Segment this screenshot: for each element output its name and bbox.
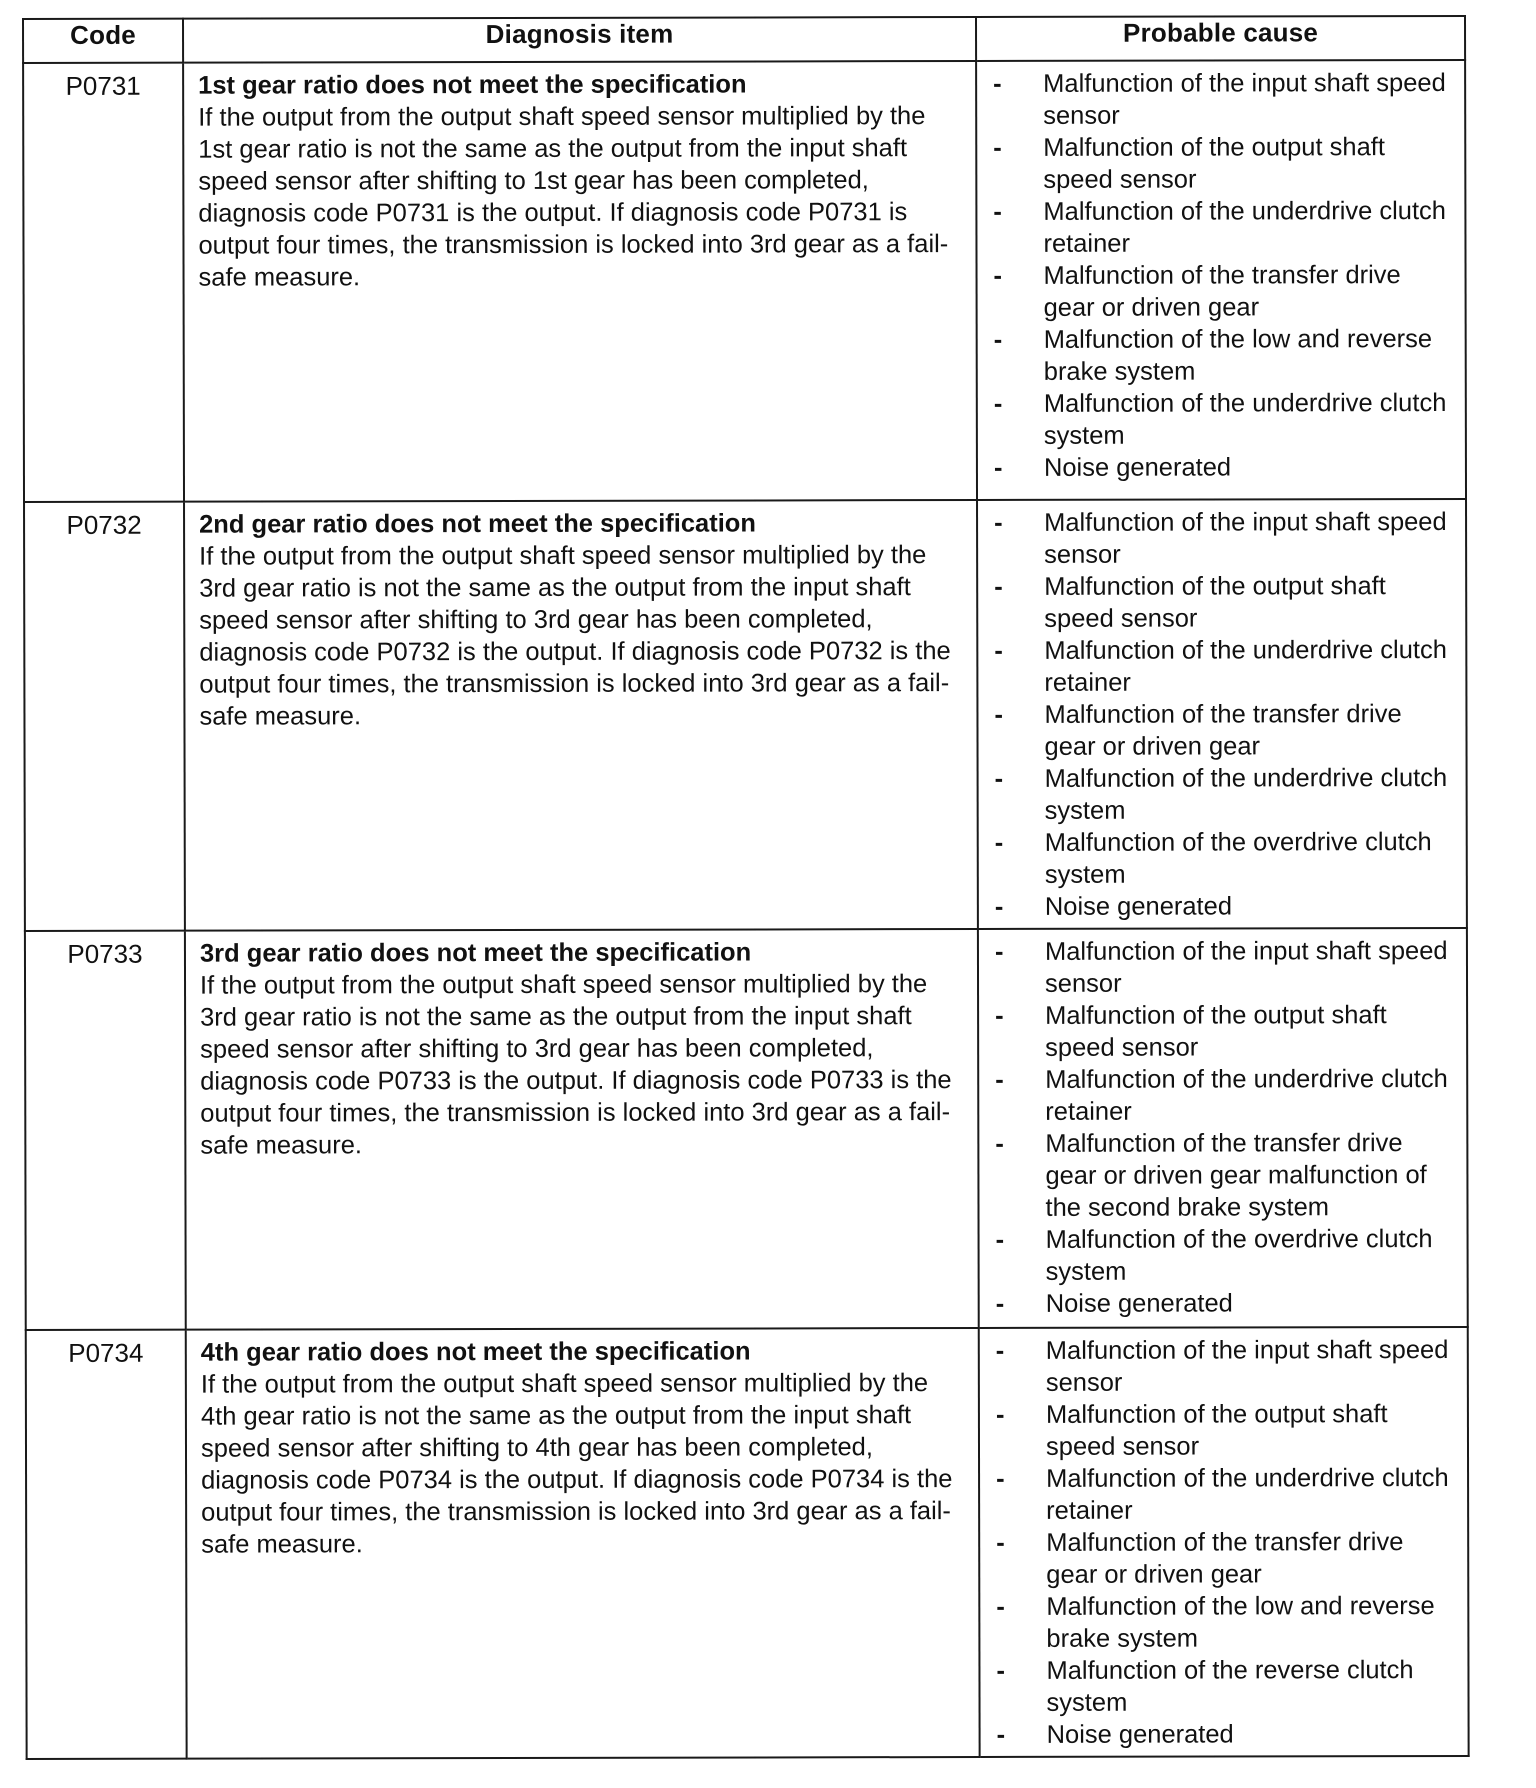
cause-list (985, 67, 1457, 484)
diagnosis-item-cell (186, 1328, 980, 1759)
list-item: - Malfunction of the input shaft speed sensor (986, 506, 1457, 571)
table-row (26, 1327, 1469, 1759)
diagnosis-title: 1st gear ratio does not meet the specification (198, 70, 747, 100)
diagnosis-description: If the output from the output shaft speed sensor multiplied by the 3rd gear ratio is not the same as the output from the input shaft speed sensor after shifting to 3rd gear has been completed, diagnosis code P0733 is the output. If diagnosis code P0733 is the output four times, the transmission is locked into 3rd gear as a fail-safe measure. (199, 970, 952, 1160)
list-item: - Malfunction of the underdrive clutch retainer (987, 1063, 1458, 1128)
list-item: - Malfunction of the underdrive clutch retainer (986, 634, 1457, 699)
list-item: - Malfunction of the overdrive clutch system (987, 826, 1458, 891)
cause-list (986, 506, 1458, 923)
list-item: - Malfunction of the input shaft speed sensor (988, 1334, 1459, 1399)
diagnosis-item-cell (185, 929, 979, 1330)
list-item: - Malfunction of the input shaft speed sensor (987, 935, 1458, 1000)
list-item: - Malfunction of the overdrive clutch system (988, 1223, 1459, 1288)
list-item: - Malfunction of the reverse clutch system (988, 1654, 1459, 1719)
diagnosis-title: 3rd gear ratio does not meet the specification (199, 938, 752, 968)
table-row (23, 60, 1466, 502)
list-item: - Noise generated (987, 890, 1458, 923)
list-item: - Malfunction of the output shaft speed sensor (985, 131, 1456, 196)
list-item: - Noise generated (986, 451, 1457, 484)
list-item: - Malfunction of the transfer drive gear or driven gear malfunction of the second brake system (987, 1127, 1458, 1224)
table-header-row (23, 16, 1465, 63)
header-code: Code (23, 19, 183, 63)
list-item: - Malfunction of the underdrive clutch retainer (988, 1462, 1459, 1527)
probable-cause-cell (976, 60, 1466, 500)
list-item: - Malfunction of the transfer drive gear or driven gear (986, 698, 1457, 763)
code-cell: P0733 (25, 931, 186, 1330)
diagnosis-item-cell (183, 61, 977, 502)
list-item: - Malfunction of the underdrive clutch system (987, 762, 1458, 827)
diagnosis-title: 2nd gear ratio does not meet the specification (199, 509, 756, 539)
list-item: - Malfunction of the underdrive clutch system (986, 387, 1457, 452)
list-item: - Malfunction of the underdrive clutch retainer (985, 195, 1456, 260)
list-item: - Malfunction of the input shaft speed sensor (985, 67, 1456, 132)
code-cell: P0732 (24, 502, 185, 931)
table-row (25, 928, 1468, 1330)
list-item: - Malfunction of the low and reverse brake system (986, 323, 1457, 388)
list-item: - Malfunction of the output shaft speed sensor (986, 570, 1457, 635)
table-row (24, 499, 1467, 931)
probable-cause-cell (979, 1327, 1469, 1757)
header-probable-cause: Probable cause (976, 16, 1465, 61)
code-cell: P0731 (23, 63, 184, 502)
list-item: - Malfunction of the transfer drive gear or driven gear (986, 259, 1457, 324)
diagnosis-description: If the output from the output shaft speed sensor multiplied by the 3rd gear ratio is not the same as the output from the input shaft speed sensor after shifting to 3rd gear has been completed, diagnosis code P0732 is the output. If diagnosis code P0732 is the output four times, the transmission is locked into 3rd gear as a fail-safe measure. (199, 541, 951, 731)
diagnosis-description: If the output from the output shaft speed sensor multiplied by the 4th gear ratio is not the same as the output from the input shaft speed sensor after shifting to 4th gear has been completed, diagnosis code P0734 is the output. If diagnosis code P0734 is the output four times, the transmission is locked into 3rd gear as a fail-safe measure. (200, 1369, 953, 1559)
cause-list (987, 935, 1459, 1320)
list-item: - Malfunction of the low and reverse brake system (988, 1590, 1459, 1655)
code-cell: P0734 (26, 1330, 187, 1759)
list-item: - Malfunction of the output shaft speed sensor (988, 1398, 1459, 1463)
diagnosis-description: If the output from the output shaft speed sensor multiplied by the 1st gear ratio is not the same as the output from the input shaft speed sensor after shifting to 1st gear has been completed, diagnosis code P0731 is the output. If diagnosis code P0731 is output four times, the transmission is locked into 3rd gear as a fail-safe measure. (198, 102, 949, 292)
diagnosis-title: 4th gear ratio does not meet the specification (200, 1337, 751, 1367)
list-item: - Malfunction of the output shaft speed sensor (987, 999, 1458, 1064)
list-item: - Noise generated (989, 1718, 1460, 1751)
list-item: - Noise generated (988, 1287, 1459, 1320)
header-diagnosis-item: Diagnosis item (183, 17, 976, 63)
diagnosis-table (22, 15, 1470, 1760)
list-item: - Malfunction of the transfer drive gear or driven gear (988, 1526, 1459, 1591)
diagnosis-item-cell (184, 500, 978, 931)
cause-list (988, 1334, 1460, 1751)
probable-cause-cell (977, 499, 1467, 929)
probable-cause-cell (978, 928, 1468, 1328)
